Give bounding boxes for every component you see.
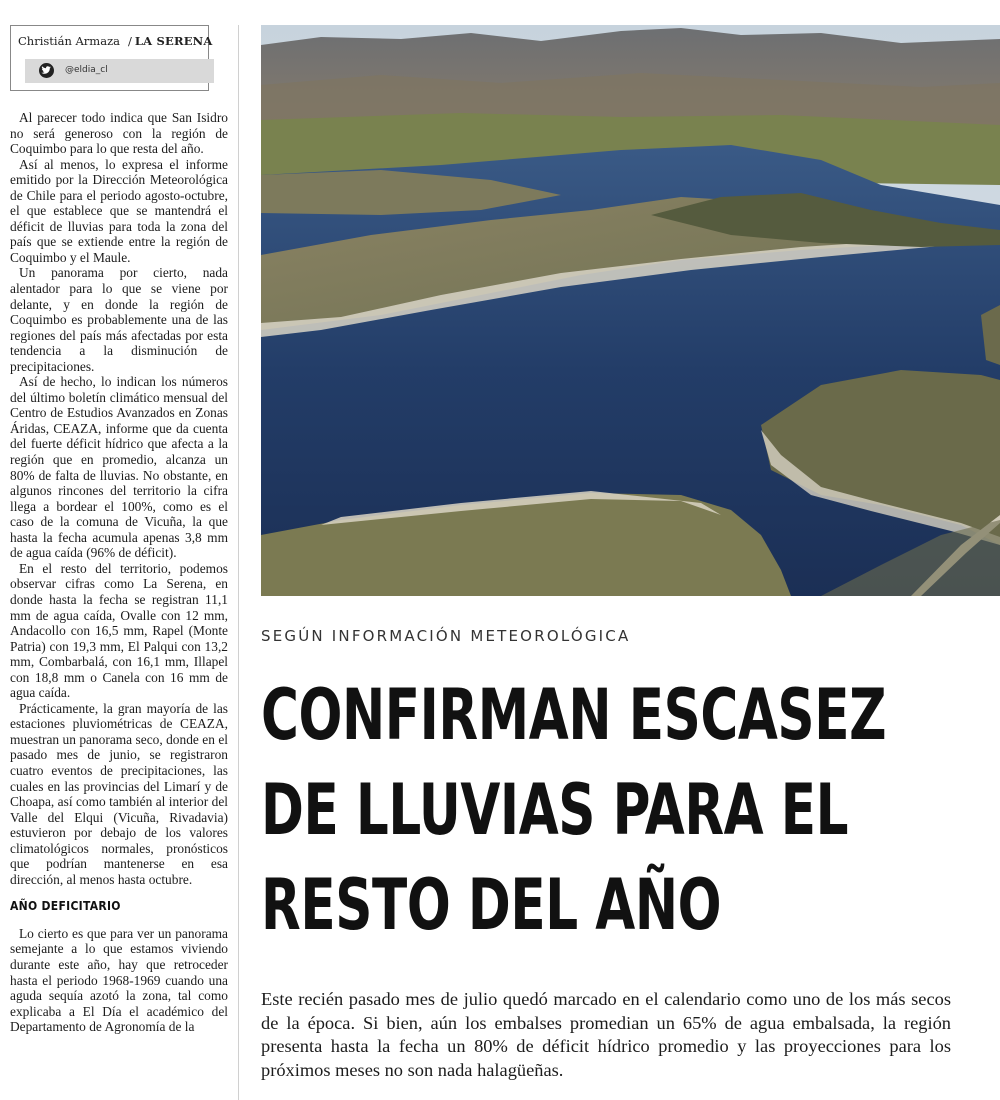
twitter-bar [25,59,214,83]
body-paragraph: Así de hecho, lo indican los números del último boletín climático mensual del Centro de Estudios Avanzados en Zonas Áridas, CEAZA, informe que da cuenta del fuerte déficit hídrico que afecta a la región que en promedio, alcanza un 80% de falta de lluvias. No obstante, en algunos rincones del territorio la cifra llega a bordear el 100%, como es el caso de la comuna de Vicuña, la que hasta la fecha acumula apenas 3,8 mm de agua caída (96% de déficit). [10,374,228,561]
author-name: Christián Armaza [18,34,120,48]
body-paragraph: Lo cierto es que para ver un panorama semejante a lo que estamos viviendo durante este año, hay que retroceder hasta el periodo 1968-1969 cuando una aguda sequía azotó la zona, tal como explicaba a El Día el académico del Departamento de Agronomía de la [10,925,228,1035]
body-paragraph: Un panorama por cierto, nada alentador para lo que se viene por delante, y en donde la región de Coquimbo es probablemente una de las regiones del país más afectadas por esta tendencia a la disminución de precipitaciones. [10,265,228,374]
article-kicker: SEGÚN INFORMACIÓN METEOROLÓGICA [261,627,631,645]
byline: Christián Armaza / LA SERENA [18,34,213,48]
body-paragraph: Así al menos, lo expresa el informe emitido por la Dirección Meteorológica de Chile para el periodo agosto-octubre, el que establece que se mantendrá el déficit de lluvias para toda la zona del país que se extiende entre la región de Coquimbo y el Maule. [10,156,228,265]
headline-line: RESTO DEL AÑO [261,864,722,946]
body-paragraph: En el resto del territorio, podemos observar cifras como La Serena, en donde hasta la fecha se registran 11,1 mm de agua caída, Ovalle con 12 mm, Andacollo con 16,5 mm, Rapel (Monte Patria) con 19,3 mm, El Palqui con 13,2 mm, Combarbalá, con 16,1 mm, Illapel con 18,8 mm o Canela con 16 mm de agua caída. [10,560,228,701]
body-paragraph: Prácticamente, la gran mayoría de las estaciones pluviométricas de CEAZA, muestran un panorama seco, donde en el pasado mes de junio, se registraron cuatro eventos de precipitaciones, las cuales en las provincias del Limarí y de Choapa, así como también al interior del Valle del Elqui (Vicuña, Rivadavia) estuvieron por debajo de los valores climatológicos normales, pronósticos que podrían mantenerse en esa dirección, al menos hasta octubre. [10,700,228,887]
column-divider [238,25,239,1100]
headline-line: DE LLUVIAS PARA EL [261,769,849,851]
headline-line: CONFIRMAN ESCASEZ [261,674,887,756]
twitter-handle[interactable]: @eldia_cl [65,65,108,75]
article-body-column [10,110,228,1035]
byline-box [10,25,213,91]
reservoir-aerial-photo [261,25,1000,596]
article-lead: Este recién pasado mes de julio quedó marcado en el calendario como uno de los más secos de la época. Si bien, aún los embalses promedian un 65% de agua embalsada, la región presenta hasta la fecha un 80% de déficit hídrico promedio y las proyecciones para los próximos meses no son nada halagüeñas. [261,989,951,1080]
section-subhead: AÑO DEFICITARIO [10,899,121,914]
body-paragraph: Al parecer todo indica que San Isidro no será generoso con la región de Coquimbo para lo que resta del año. [10,110,228,157]
twitter-bird-icon [39,63,54,78]
article-headline [261,668,887,953]
byline-location: LA SERENA [134,34,213,48]
